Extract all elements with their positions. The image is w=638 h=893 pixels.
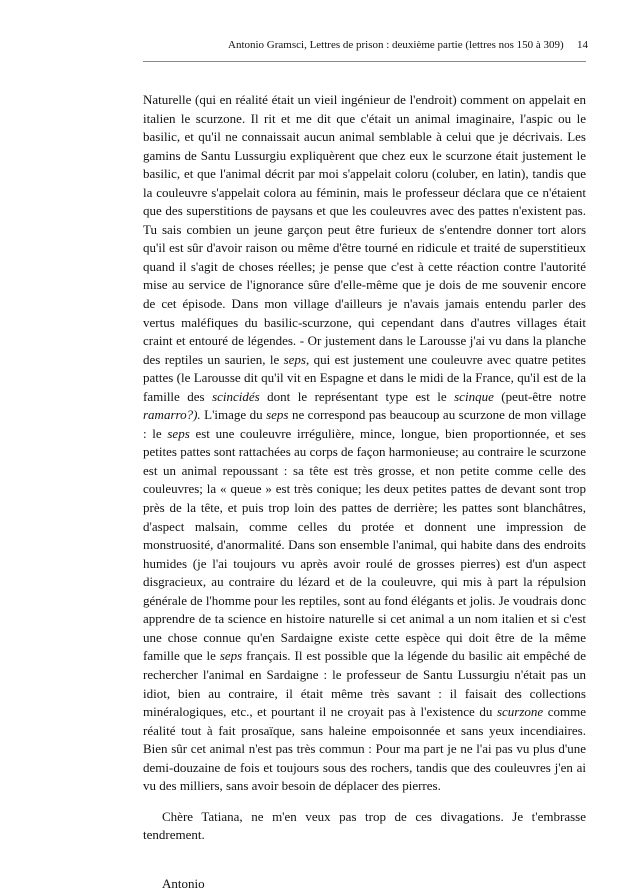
italic-term: scinque xyxy=(454,388,494,404)
text-run: comme réalité tout à fait prosaïque, sans haleine empoisonnée et sans yeux incendiaires. Bien sûr cet animal n'est pas très commun : Pour ma part je ne l'ai pas vu plus d'une demi-douzaine de fois et toujours sous des rochers, tandis que des couleuvres j'en ai vu des milliers, sans avoir besoin de déplacer des pierres. xyxy=(143,704,586,794)
italic-term: seps xyxy=(219,648,243,664)
running-header xyxy=(228,38,588,52)
text-run: français. Il est possible que la légende du basilic ait empêché de rechercher l'animal en Sardaigne : le professeur de Santu Lussurgiu n'était pas un idiot, bien au contraire, il était même très savant : il faisait des collections minéralogiques, etc., et pourtant il ne croyait pas à l'existence du xyxy=(143,648,586,720)
header-divider xyxy=(143,61,586,62)
letter-body xyxy=(143,91,586,893)
text-run: Naturelle (qui en réalité était un vieil ingénieur de l'endroit) comment on appelait en italien le scurzone. Il rit et me dit que c'était un animal imaginaire, l'aspic ou le basilic, et qu'il ne connaissait aucun animal semblable à celui que je décrivais. Les gamins de Santu Lussurgiu expliquèrent que chez eux le scurzone était justement le basilic, et que l'animal décrit par moi s'appelait coloru (coluber, en latin), tandis que la couleuvre s'appelait colora au féminin, mais le professeur déclara que ce n'étaient que des superstitions de paysans et que les couleuvres avec des pattes n'existent pas. Tu sais combien un jeune garçon peut être furieux de s'entendre donner tort alors qu'il est sûr d'avoir raison ou même d'être tourné en ridicule et traité de superstitieux quand il s'agit de choses réelles; je pense que c'est à cette réaction contre l'autorité mise au service de l'ignorance sûre d'elle-même que je dois de me souvenir encore de cet épisode. Dans mon village d'ailleurs je n'avais jamais entendu parler des vertus maléfiques du basilic-scurzone, qui cependant dans d'autres villages était craint et entouré de légendes. - Or justement dans le Larousse j'ai vu dans la planche des reptiles un saurien, le xyxy=(143,92,586,367)
page-number: 14 xyxy=(577,39,588,51)
text-run: (peut-être notre xyxy=(493,388,586,404)
text-run: ne correspond pas beaucoup au scurzone de mon village : le xyxy=(143,407,586,441)
italic-term: ramarro?). xyxy=(143,407,201,423)
text-run: L'image du xyxy=(200,407,267,423)
paragraph-main xyxy=(143,91,586,796)
italic-term: seps xyxy=(266,407,289,423)
text-run: est une couleuvre irrégulière, mince, longue, bien proportionnée, et ses petites pattes sont rattachées au corps de façon harmonieuse; au contraire le scurzone est un animal repoussant : sa tête est très grosse, et non petite comme celle des couleuvres; la « queue » est très conique; les deux petites pattes de devant sont trop près de la tête, et puis trop loin des pattes de derrière; les pattes sont blanchâtres, d'aspect malsain, comme celles du protée et donnent une impression de monstruosité, d'anormalité. Dans son ensemble l'animal, qui habite dans des endroits humides (je l'ai toujours vu après avoir roulé de grosses pierres) est d'un aspect disgracieux, au contraire du lézard et de la couleuvre, qui mis à part la répulsion générale de l'homme pour les reptiles, sont au fond élégants et jolis. Je voudrais donc apprendre de ta science en histoire naturelle si cet animal a un nom italien et si c'est une chose connue qu'en Sardaigne existe cette espèce qui doit être de la même famille que le xyxy=(143,425,586,664)
italic-term: scincidés xyxy=(212,388,260,404)
text-run: , qui est justement une couleuvre avec quatre petites pattes (le Larousse dit qu'il vit en Espagne et dans le midi de la France, qu'il est de la famille des xyxy=(143,351,586,404)
signature: Antonio xyxy=(162,875,205,891)
header-title: Antonio Gramsci, Lettres de prison : deuxième partie (lettres nos 150 à 309) xyxy=(228,39,564,51)
italic-term: seps xyxy=(283,351,306,367)
paragraph-closing: Chère Tatiana, ne m'en veux pas trop de ces divagations. Je t'embrasse tendrement. xyxy=(143,808,586,843)
text-run: dont le représentant type est le xyxy=(259,388,455,404)
italic-term: seps xyxy=(167,425,190,441)
italic-term: scurzone xyxy=(496,704,544,720)
